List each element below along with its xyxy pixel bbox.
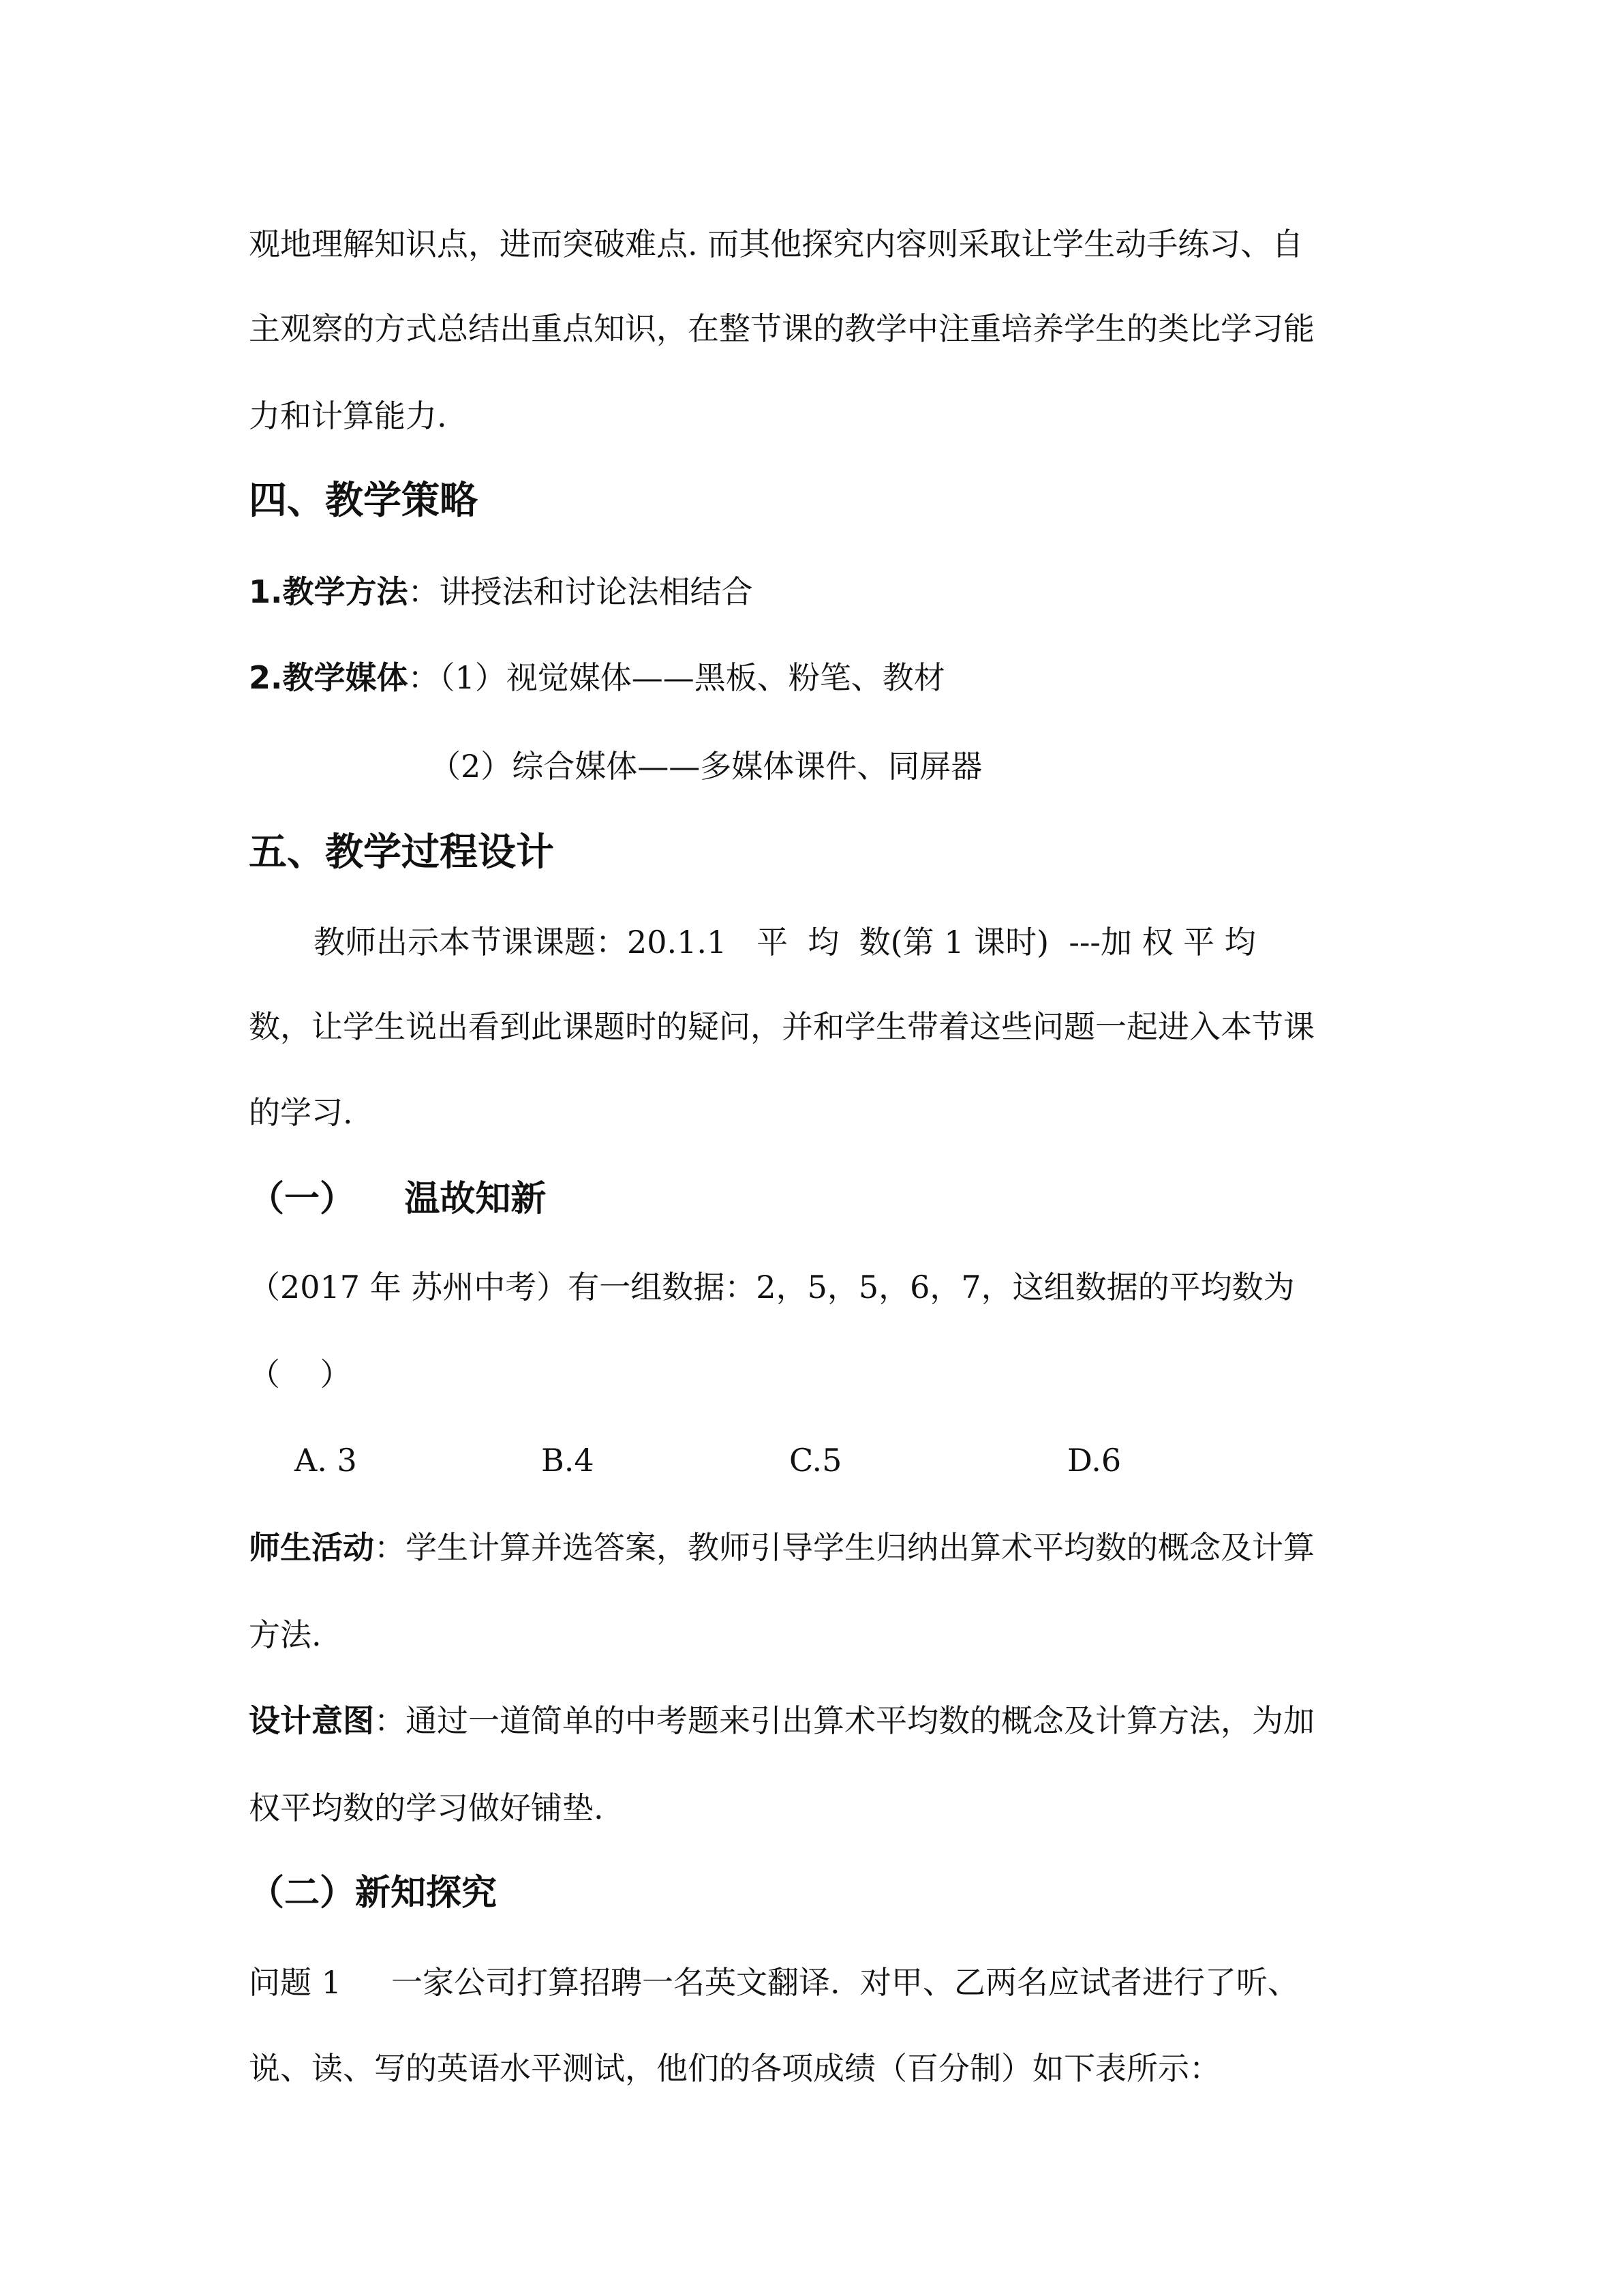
intent-line-2: 权平均数的学习做好铺垫. (249, 1789, 604, 1826)
teaching-method-text: ：讲授法和讨论法相结合 (408, 573, 753, 610)
intent-label: 设计意图 (249, 1702, 374, 1739)
option-a: A. 3 (294, 1442, 357, 1479)
section-5-intro-line-3: 的学习. (249, 1094, 353, 1131)
teaching-media-label: 2.教学媒体 (249, 659, 408, 696)
section-5-intro-line-2: 数，让学生说出看到此课题时的疑问，并和学生带着这些问题一起进入本节课 (249, 1008, 1315, 1045)
intro-line-1: 观地理解知识点，进而突破难点. 而其他探究内容则采取让学生动手练习、自 (249, 226, 1304, 262)
section-4-heading: 四、教学策略 (249, 479, 478, 523)
teaching-method-line (249, 571, 752, 612)
option-c: C.5 (789, 1442, 842, 1479)
teaching-method-label: 1.教学方法 (249, 573, 408, 610)
intent-text: ：通过一道简单的中考题来引出算术平均数的概念及计算方法，为加 (374, 1702, 1315, 1739)
activity-text: ：学生计算并选答案，教师引导学生归纳出算术平均数的概念及计算 (374, 1529, 1315, 1566)
activity-label: 师生活动 (249, 1529, 374, 1566)
activity-line-2: 方法. (249, 1616, 322, 1653)
teaching-media-text: ：（1）视觉媒体——黑板、粉笔、教材 (408, 659, 945, 696)
teaching-media-line (249, 657, 945, 698)
part-1-heading: （一） 温故知新 (249, 1179, 547, 1220)
review-question-line-1: （2017 年 苏州中考）有一组数据：2，5，5，6，7，这组数据的平均数为 (249, 1269, 1295, 1305)
part-2-heading: （二）新知探究 (249, 1873, 498, 1914)
section-5-heading: 五、教学过程设计 (249, 830, 554, 875)
review-question-line-2: （ ） (249, 1356, 352, 1393)
intent-line-1 (249, 1700, 1315, 1741)
intro-line-3: 力和计算能力. (249, 397, 447, 434)
activity-line-1 (249, 1527, 1315, 1568)
option-b: B.4 (541, 1442, 594, 1479)
problem-1-line-1: 问题 1 一家公司打算招聘一名英文翻译. 对甲、乙两名应试者进行了听、 (249, 1964, 1299, 2001)
problem-1-line-2: 说、读、写的英语水平测试，他们的各项成绩（百分制）如下表所示： (249, 2050, 1221, 2087)
option-d: D.6 (1067, 1442, 1122, 1479)
intro-line-2: 主观察的方式总结出重点知识，在整节课的教学中注重培养学生的类比学习能 (249, 310, 1315, 347)
section-5-intro-line-1: 教师出示本节课课题：20.1.1 平 均 数(第 1 课时) ---加 权 平 均 (313, 924, 1256, 961)
teaching-media-sub: （2）综合媒体——多媒体课件、同屏器 (429, 748, 983, 785)
